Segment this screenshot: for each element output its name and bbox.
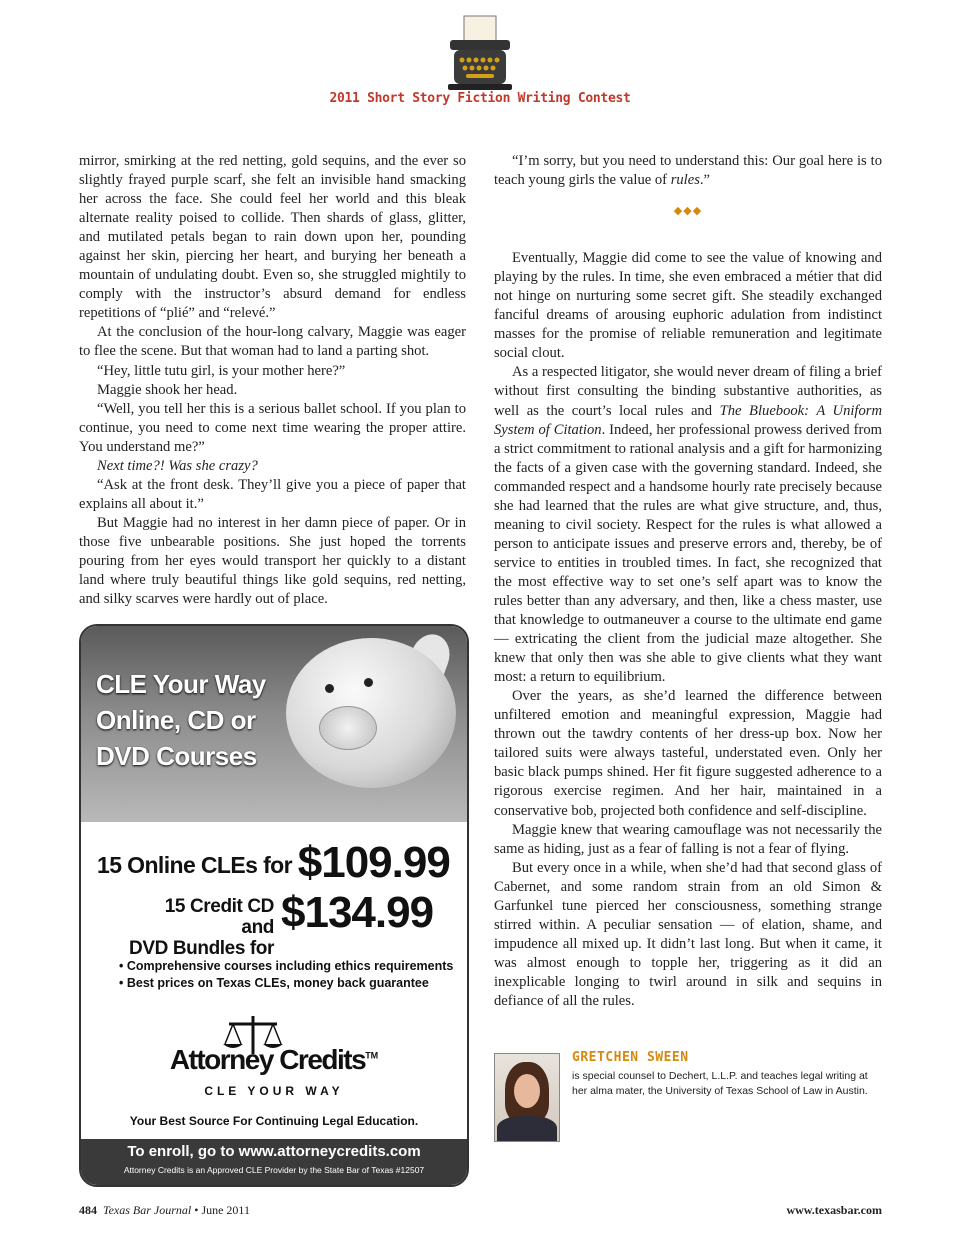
bundle-offer-label: 15 Credit CD and DVD Bundles for <box>129 896 274 959</box>
bundle-offer-price: $134.99 <box>281 888 434 937</box>
ad-headline: CLE Your Way Online, CD or DVD Courses <box>96 669 266 771</box>
story-paragraph: As a respected litigator, she would never dream of filing a brief without first consulting the binding substantive authorities, as well as the court’s local rules and The Bluebook: A Uniform System of Citation. Indeed, her professional prowess derived from a strict commitment to rational analysis and a gift for harmonizing the facts of a given case with the governing standard. Indeed, she commanded respect and a handsome hourly rate precisely because she had learned that the rules are what give structure, and, thus, meaning to civil society. Respect for the rules is what allowed a person to anticipate issues and preserve errors and, thereby, be of service to entities in troubled times. In fact, she recognized that the most effective way to set one’s self apart was to know the rules better than any adversary, and then, like a chess master, use that knowledge to outmaneuver a course to the ultimate end game — extricating the client from the judicial maze altogether. She knew that only then was she able to give clients what they want most: a return to equilibrium. <box>494 364 882 686</box>
author-photo <box>494 1053 560 1142</box>
author-bio: is special counsel to Dechert, L.L.P. and teaches legal writing at her alma mater, the University of Texas School of Law in Austin. <box>572 1070 868 1097</box>
brand-logo: Attorney Credits™ <box>169 1044 379 1075</box>
website-link[interactable]: www.texasbar.com <box>786 1203 882 1217</box>
story-paragraph: Maggie shook her head. <box>97 381 238 398</box>
story-paragraph: “Hey, little tutu girl, is your mother here?” <box>97 362 346 379</box>
issue-date: June 2011 <box>201 1203 250 1217</box>
offer-price: $109.99 <box>297 838 450 887</box>
brand-tagline: CLE YOUR WAY <box>204 1084 344 1098</box>
story-paragraph: “I’m sorry, but you need to understand this: Our goal here is to teach young girls the value of rules.” <box>494 153 882 189</box>
story-paragraph: Over the years, as she’d learned the difference between unfiltered emotion and meaningful expression, Maggie had thrown out the tawdry contents of her dress-up box. Now her tailored suits were always tasteful, understated even. Only her basic black pumps shined. Her fit figure suggested adherence to a rigorous exercise regimen. And her hair, maintained in a conservative bob, projected both confidence and self-discipline. <box>494 688 882 819</box>
ad-slogan: Your Best Source For Continuing Legal Education. <box>129 1114 419 1128</box>
story-paragraph: “Ask at the front desk. They’ll give you a piece of paper that explains all about it.” <box>79 476 466 512</box>
story-paragraph: Maggie knew that wearing camouflage was not necessarily the same as hiding, just as a fear of falling is not a fear of flying. <box>494 821 882 857</box>
typewriter-icon <box>444 14 516 94</box>
journal-name: Texas Bar Journal <box>103 1203 192 1217</box>
contest-title: 2011 Short Story Fiction Writing Contest <box>329 91 631 106</box>
story-paragraph: “Well, you tell her this is a serious ballet school. If you plan to continue, you need to come next time wearing the proper attire. You understand me?” <box>79 400 466 455</box>
ad-bullet: • Best prices on Texas CLEs, money back guarantee <box>119 976 429 990</box>
page-number: 484 <box>79 1203 97 1217</box>
story-paragraph: mirror, smirking at the red netting, gold sequins, and the ever so slightly frayed purple scarf, she felt an invisible hand smacking her across the face. She could feel her world and this bleak alternate reality poised to collide. Then shards of glass, glitter, and mutilated petals began to rain down upon her, pounding against her skin, piercing her heart, and burying her beneath a mountain of undulating doubt. Even so, she struggled mightily to comply with the instructor’s absurd demand for endless repetitions of “plié” and “relevé.” <box>79 153 466 322</box>
story-column-right <box>494 152 882 1011</box>
provider-note: Attorney Credits is an Approved CLE Provider by the State Bar of Texas #12507 <box>123 1165 425 1175</box>
story-paragraph: But Maggie had no interest in her damn piece of paper. Or in those five unbearable positions. She just hoped the torrents pouring from her eyes would transport her quickly to a distant land where truly beautiful things like gold sequins, red netting, and silky scarves were hardly out of place. <box>79 514 466 608</box>
online-cle-offer <box>97 838 450 888</box>
ad-bullet: • Comprehensive courses including ethics requirements <box>119 959 454 973</box>
section-break-ornament: ◆◆◆ <box>673 205 703 218</box>
story-column-left <box>79 152 466 609</box>
attorney-credits-advertisement[interactable] <box>79 624 469 1187</box>
author-name: GRETCHEN SWEEN <box>572 1050 689 1065</box>
story-paragraph: Next time?! Was she crazy? <box>97 457 258 474</box>
page-footer-left: 484 Texas Bar Journal • June 2011 <box>79 1203 250 1217</box>
story-paragraph: At the conclusion of the hour-long calvary, Maggie was eager to flee the scene. But that woman had to land a parting shot. <box>79 324 466 360</box>
ad-bullet-list <box>119 958 453 992</box>
offer-label: 15 Online CLEs for <box>97 852 298 878</box>
story-paragraph: But every once in a while, when she’d had that second glass of Cabernet, and some random strain from an old Simon & Garfunkel tune pierced her consciousness, something strange stirred within. A peculiar sensation — of elation, shame, and impudence all mixed up. It didn’t last long. But when it came, it was almost enough to topple her, triggering as it did an inexplicable longing to twirl around in silk and sequins in defiance of all the rules. <box>494 859 882 1009</box>
enroll-link[interactable]: To enroll, go to www.attorneycredits.com <box>127 1143 421 1160</box>
story-paragraph: Eventually, Maggie did come to see the value of knowing and playing by the rules. In time, she even embraced a métier that did not hinge on nurturing some secret gift. She steadily exchanged fanciful dreams of arousing euphoric adulation from indistinct masses for the promise of reliable remuneration and legitimate social clout. <box>494 250 882 362</box>
ad-footer-bar <box>81 1139 467 1185</box>
